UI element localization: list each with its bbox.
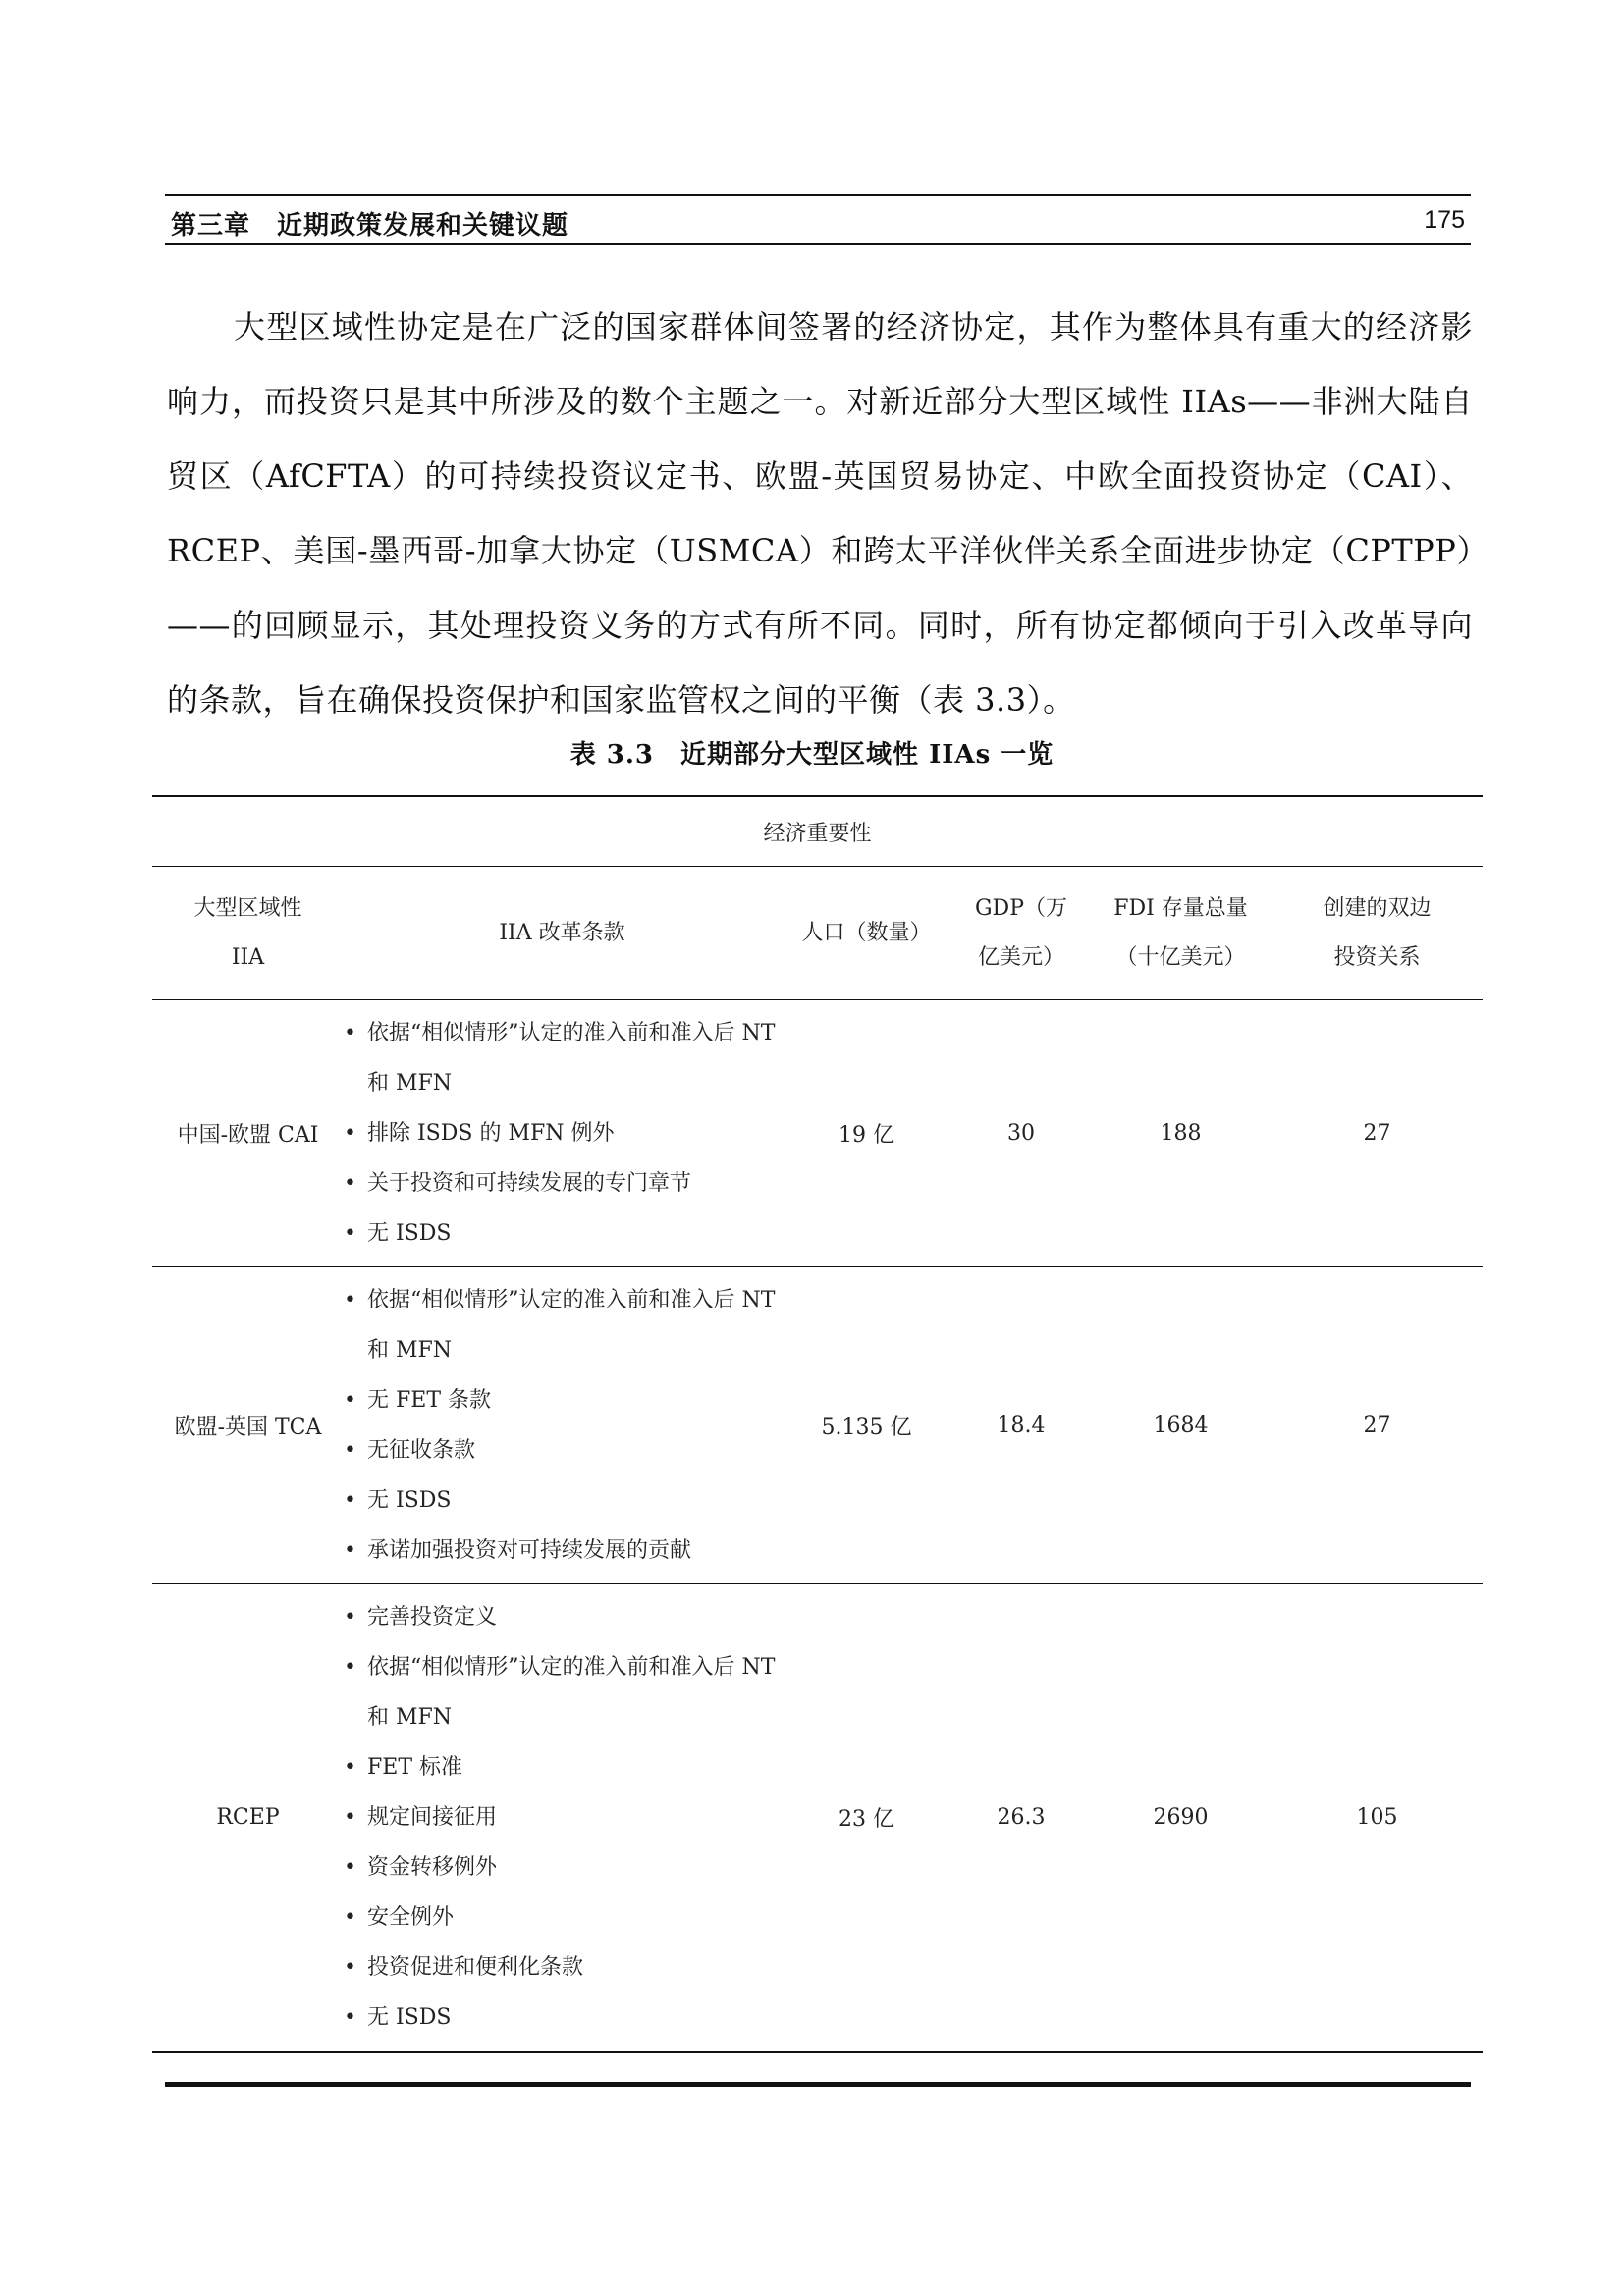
clause-item: • 资金转移例外 bbox=[344, 1842, 781, 1893]
col-header-gdp: GDP（万亿美元） bbox=[974, 895, 1068, 970]
chapter-title: 第三章 近期政策发展和关键议题 bbox=[171, 211, 569, 240]
clause-item: • 投资促进和便利化条款 bbox=[344, 1943, 781, 1993]
gdp-cell: 30 bbox=[952, 1000, 1090, 1267]
table-row bbox=[152, 1000, 1483, 1267]
iia-table bbox=[152, 795, 1483, 2053]
clause-item: • 关于投资和可持续发展的专门章节 bbox=[344, 1158, 781, 1208]
gdp-cell: 18.4 bbox=[952, 1267, 1090, 1584]
gdp-cell: 26.3 bbox=[952, 1584, 1090, 2053]
clause-list bbox=[344, 1584, 781, 2051]
clause-item: • 完善投资定义 bbox=[344, 1592, 781, 1642]
clause-list bbox=[344, 1000, 781, 1266]
population-cell: 5.135 亿 bbox=[781, 1267, 952, 1584]
clause-item: • 无 ISDS bbox=[344, 1475, 781, 1525]
clause-item: • 无 FET 条款 bbox=[344, 1375, 781, 1425]
paragraph-text: 大型区域性协定是在广泛的国家群体间签署的经济协定，其作为整体具有重大的经济影响力，而投资只是其中所涉及的数个主题之一。对新近部分大型区域性 IIAs——非洲大陆自贸区（AfCFTA）的可持续投资议定书、欧盟-英国贸易协定、中欧全面投资协定（CAI）、RCEP、美国-墨西哥-加拿大协定（USMCA）和跨太平洋伙伴关系全面进步协定（CPTPP）——的回顾显示，其处理投资义务的方式有所不同。同时，所有协定都倾向于引入改革导向的条款，旨在确保投资保护和国家监管权之间的平衡（表 3.3）。 bbox=[167, 308, 1473, 719]
column-header-row bbox=[152, 867, 1483, 1000]
col-header-reform: IIA 改革条款 bbox=[499, 920, 625, 945]
group-header-row bbox=[152, 796, 1483, 867]
fdi-cell: 188 bbox=[1090, 1000, 1272, 1267]
clause-list bbox=[344, 1267, 781, 1583]
iia-name: 欧盟-英国 TCA bbox=[152, 1267, 344, 1584]
population-cell: 23 亿 bbox=[781, 1584, 952, 2053]
clause-item: • 规定间接征用 bbox=[344, 1792, 781, 1842]
footer-rule bbox=[165, 2082, 1471, 2087]
bilateral-cell: 27 bbox=[1272, 1267, 1483, 1584]
clause-item: • FET 标准 bbox=[344, 1742, 781, 1792]
clause-item: • 无 ISDS bbox=[344, 1208, 781, 1258]
clause-item: • 依据“相似情形”认定的准入前和准入后 NT 和 MFN bbox=[344, 1008, 781, 1108]
clause-item: • 排除 ISDS 的 MFN 例外 bbox=[344, 1108, 781, 1158]
body-paragraph bbox=[167, 290, 1473, 737]
reform-clauses bbox=[344, 1584, 781, 2053]
clause-item: • 承诺加强投资对可持续发展的贡献 bbox=[344, 1525, 781, 1575]
bilateral-cell: 27 bbox=[1272, 1000, 1483, 1267]
col-header-fdi: FDI 存量总量（十亿美元） bbox=[1113, 895, 1248, 970]
population-cell: 19 亿 bbox=[781, 1000, 952, 1267]
iia-name: RCEP bbox=[152, 1584, 344, 2053]
col-header-bilateral: 创建的双边投资关系 bbox=[1323, 895, 1432, 970]
reform-clauses bbox=[344, 1267, 781, 1584]
fdi-cell: 1684 bbox=[1090, 1267, 1272, 1584]
clause-item: • 安全例外 bbox=[344, 1893, 781, 1943]
table-caption: 表 3.3 近期部分大型区域性 IIAs 一览 bbox=[569, 740, 1055, 770]
bilateral-cell: 105 bbox=[1272, 1584, 1483, 2053]
fdi-cell: 2690 bbox=[1090, 1584, 1272, 2053]
iia-name: 中国-欧盟 CAI bbox=[152, 1000, 344, 1267]
clause-item: • 依据“相似情形”认定的准入前和准入后 NT 和 MFN bbox=[344, 1275, 781, 1375]
reform-clauses bbox=[344, 1000, 781, 1267]
clause-item: • 依据“相似情形”认定的准入前和准入后 NT 和 MFN bbox=[344, 1642, 781, 1742]
running-head bbox=[165, 194, 1471, 245]
clause-item: • 无征收条款 bbox=[344, 1425, 781, 1475]
table-row bbox=[152, 1584, 1483, 2053]
group-header: 经济重要性 bbox=[152, 796, 1483, 867]
clause-item: • 无 ISDS bbox=[344, 1993, 781, 2043]
table-row bbox=[152, 1267, 1483, 1584]
col-header-iia: 大型区域性 IIA bbox=[193, 895, 302, 970]
page-number: 175 bbox=[1424, 206, 1465, 234]
col-header-population: 人口（数量） bbox=[801, 920, 932, 945]
